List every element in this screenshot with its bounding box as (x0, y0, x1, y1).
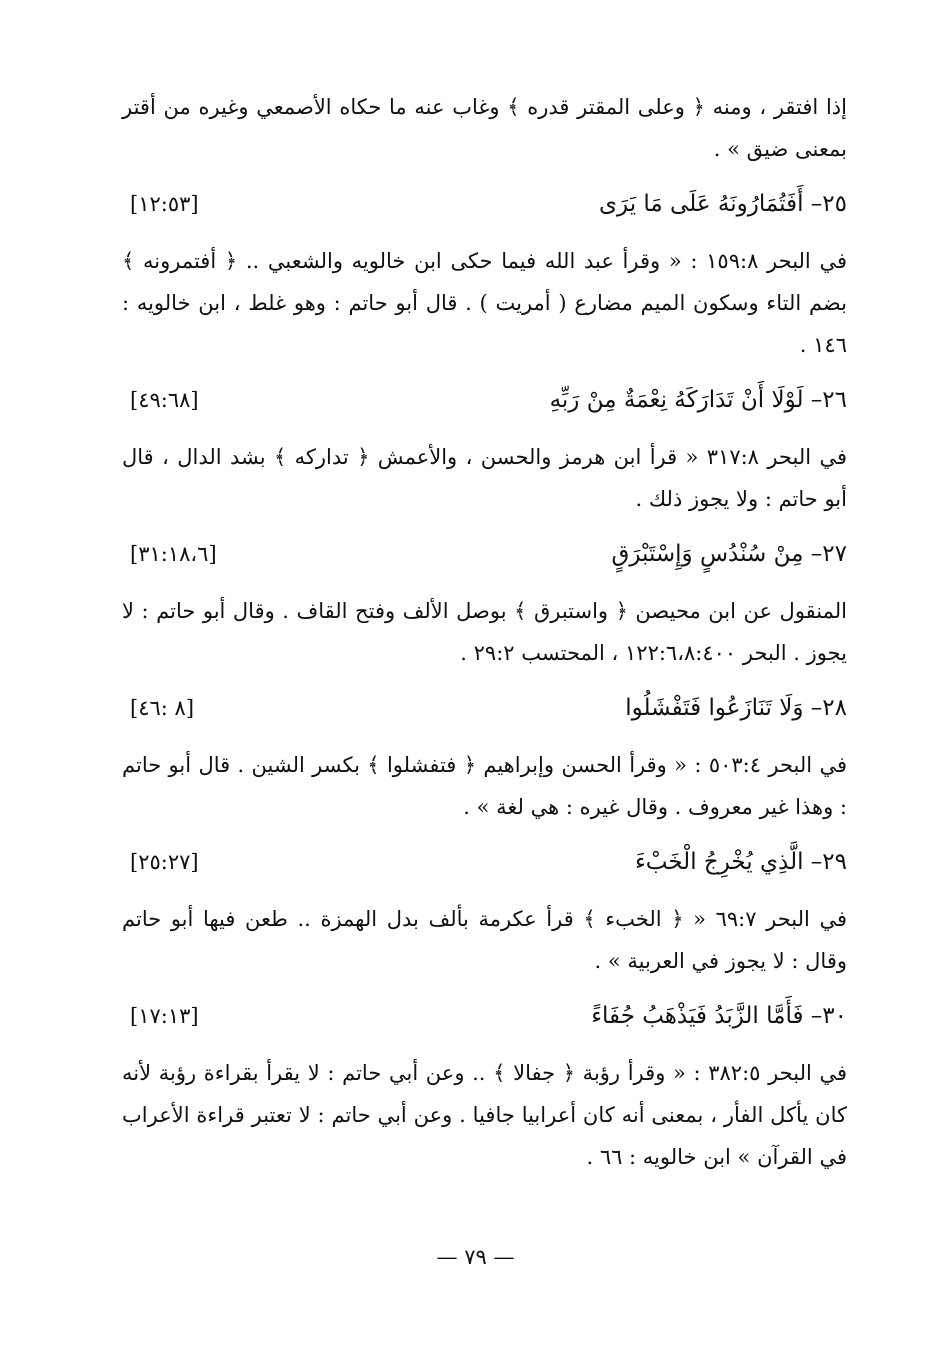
commentary-29: في البحر ٦٩:٧ « ﴿ الخبء ﴾ قرأ عكرمة بألف بدل الهمزة .. طعن فيها أبو حاتم وقال : لا يجوز في العربية » . (122, 907, 848, 973)
intro-paragraph (122, 86, 847, 170)
page-number: — ٧٩ — (436, 1245, 515, 1269)
verse-ref-30: [١٧:١٣] (130, 1004, 199, 1028)
verse-row-29 (122, 840, 847, 884)
verse-27: ٢٧– مِنْ سُنْدُسٍ وَإِسْتَبْرَقٍ (611, 541, 847, 567)
verse-row-30 (122, 994, 847, 1038)
intro-line-2: أقتر بمعنى ضيق » . (122, 95, 847, 161)
commentary-27: المنقول عن ابن محيصن ﴿ واستبرق ﴾ بوصل الألف وفتح القاف . وقال أبو حاتم : لا يجوز . البحر ١٢٢:٦،٨:٤٠٠ ، المحتسب ٢٩:٢ . (122, 599, 847, 665)
verse-row-26 (122, 378, 847, 422)
commentary-28: في البحر ٥٠٣:٤ : « وقرأ الحسن وإبراهيم ﴿ فتفشلوا ﴾ بكسر الشين . قال أبو حاتم : وهذا غير معروف . وقال غيره : هي لغة » . (122, 753, 848, 819)
verse-row-27 (122, 532, 847, 576)
verse-ref-28: [٨ :٤٦] (130, 696, 195, 720)
commentary-30: في البحر ٣٨٢:٥ : « وقرأ رؤبة ﴿ جفالا ﴾ .. وعن أبي حاتم : لا يقرأ بقراءة رؤبة لأنه كان يأكل الفأر ، بمعنى أنه كان أعرابيا جافيا . وعن أبي حاتم : لا تعتبر قراءة الأعراب في القرآن » ابن خالويه : ٦٦ . (122, 1061, 848, 1169)
verse-28: ٢٨– وَلَا تَنَازَعُوا فَتَفْشَلُوا (625, 695, 847, 721)
verse-row-28 (122, 686, 847, 730)
verse-ref-25: [١٢:٥٣] (130, 192, 199, 216)
page-body (122, 86, 847, 1190)
verse-ref-26: [٤٩:٦٨] (130, 388, 199, 412)
verse-row-25 (122, 182, 847, 226)
verse-26: ٢٦– لَوْلَا أَنْ تَدَارَكَهُ نِعْمَةٌ مِنْ رَبِّهِ (549, 387, 847, 413)
intro-line-1: إذا افتقر ، ومنه ﴿ وعلى المقتر قدره ﴾ وغاب عنه ما حكاه الأصمعي وغيره من (163, 95, 847, 119)
commentary-26: في البحر ٣١٧:٨ « قرأ ابن هرمز والحسن ، والأعمش ﴿ تداركه ﴾ بشد الدال ، قال أبو حاتم : ولا يجوز ذلك . (122, 445, 847, 511)
commentary-25: في البحر ١٥٩:٨ : « وقرأ عبد الله فيما حكى ابن خالويه والشعبي .. ﴿ أفتمرونه ﴾ بضم التاء وسكون الميم مضارع ( أمريت ) . قال أبو حاتم : وهو غلط ، ابن خالويه : ١٤٦ . (122, 249, 847, 357)
verse-25: ٢٥– أَفَتُمَارُونَهُ عَلَى مَا يَرَى (599, 191, 847, 217)
verse-ref-29: [٢٥:٢٧] (130, 850, 199, 874)
verse-ref-27: [٣١:١٨،٦] (130, 542, 217, 566)
verse-29: ٢٩– الَّذِي يُخْرِجُ الْخَبْءَ (634, 849, 847, 875)
verse-30: ٣٠– فَأَمَّا الزَّبَدُ فَيَذْهَبُ جُفَاءً (591, 1003, 847, 1029)
